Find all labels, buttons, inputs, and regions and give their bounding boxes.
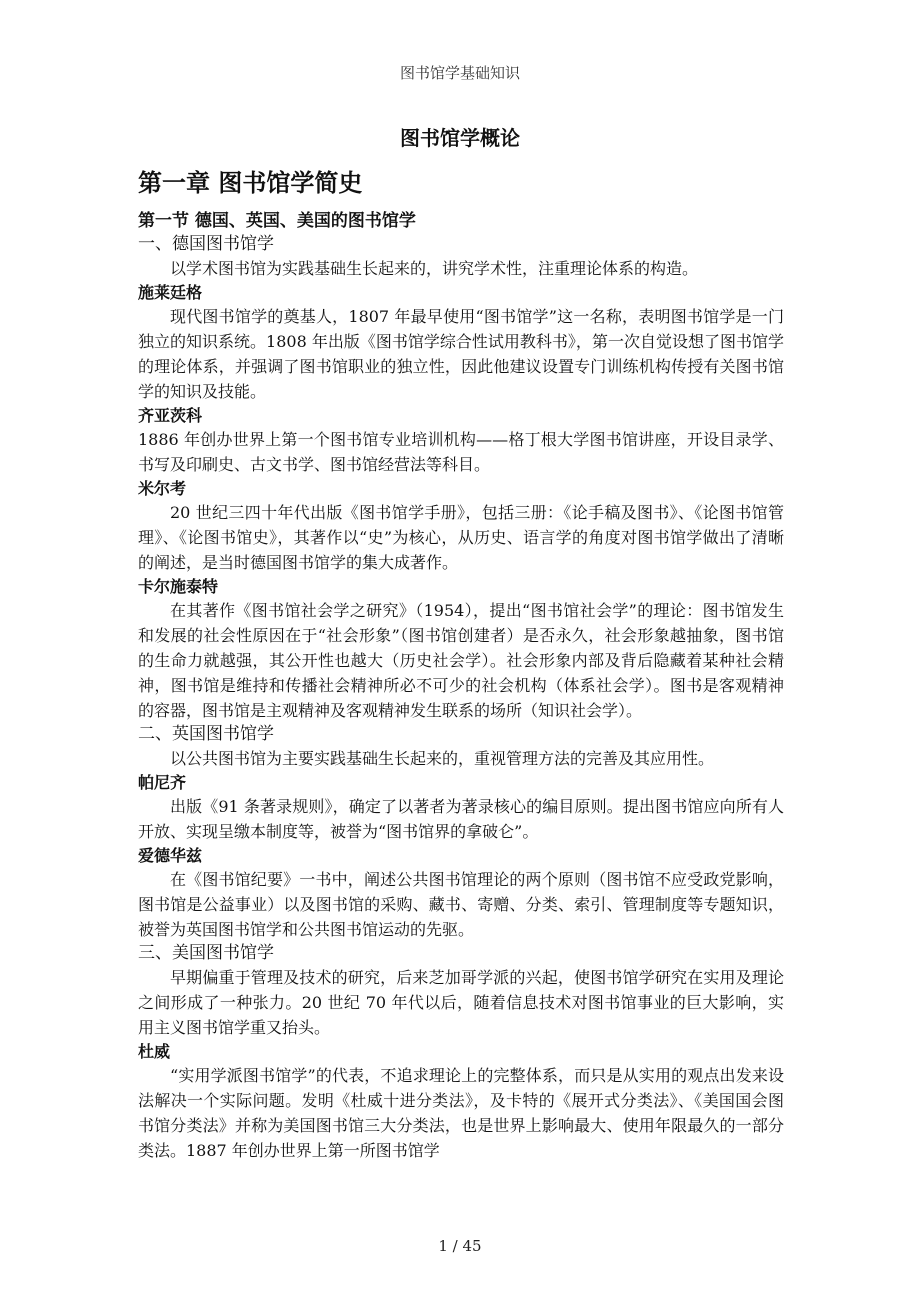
person-heading: 爱德华兹	[138, 846, 203, 865]
running-header: 图书馆学基础知识	[399, 64, 520, 82]
paragraph: 现代图书馆学的奠基人，1807 年最早使用“图书馆学”这一名称，表明图书馆学是一门独立的知识系统。1808 年出版《图书馆学综合性试用教科书》，第一次自觉设想了图书馆学的理论体系，并强调了图书馆职业的独立性，因此他建议设置专门训练机构传授有关图书馆学的知识及技能。	[138, 307, 784, 401]
paragraph: 早期偏重于管理及技术的研究，后来芝加哥学派的兴起，使图书馆学研究在实用及理论之间形成了一种张力。20 世纪 70 年代以后，随着信息技术对图书馆事业的巨大影响，实用主义图书馆学重又抬头。	[138, 968, 784, 1037]
document-title: 图书馆学概论	[400, 126, 520, 150]
person-heading: 卡尔施泰特	[138, 577, 219, 596]
person-heading: 帕尼齐	[138, 773, 187, 792]
paragraph: 在《图书馆纪要》一书中，阐述公共图书馆理论的两个原则（图书馆不应受政党影响，图书馆是公益事业）以及图书馆的采购、藏书、寄赠、分类、索引、管理制度等专题知识，被誉为英国图书馆学和公共图书馆运动的先驱。	[138, 870, 784, 939]
person-heading: 杜威	[138, 1042, 171, 1061]
paragraph: 在其著作《图书馆社会学之研究》（1954），提出“图书馆社会学”的理论：图书馆发生和发展的社会性原因在于“社会形象”（图书馆创建者）是否永久，社会形象越抽象，图书馆的生命力就越强，其公开性也越大（历史社会学）。社会形象内部及背后隐藏着某种社会精神，图书馆是维持和传播社会精神所必不可少的社会机构（体系社会学）。图书是客观精神的容器，图书馆是主观精神及客观精神发生联系的场所（知识社会学）。	[138, 601, 784, 720]
section-heading: 第一节 德国、英国、美国的图书馆学	[138, 211, 416, 231]
paragraph: 出版《91 条著录规则》，确定了以著者为著录核心的编目原则。提出图书馆应向所有人开放、实现呈缴本制度等，被誉为“图书馆界的拿破仑”。	[138, 797, 784, 841]
paragraph: 1886 年创办世界上第一个图书馆专业培训机构——格丁根大学图书馆讲座，开设目录学、书写及印刷史、古文书学、图书馆经营法等科目。	[138, 430, 784, 474]
paragraph: “实用学派图书馆学”的代表，不追求理论上的完整体系，而只是从实用的观点出发来设法解决一个实际问题。发明《杜威十进分类法》，及卡特的《展开式分类法》、《美国国会图书馆分类法》并称为美国图书馆三大分类法，也是世界上影响最大、使用年限最久的一部分类法。1887 年创办世界上第一所图书馆学	[138, 1066, 784, 1160]
person-heading: 齐亚茨科	[138, 406, 203, 425]
subsection-heading: 二、英国图书馆学	[138, 724, 274, 744]
person-heading: 米尔考	[138, 479, 187, 498]
chapter-heading: 第一章 图书馆学简史	[138, 168, 363, 197]
document-body	[138, 166, 784, 1163]
paragraph: 20 世纪三四十年代出版《图书馆学手册》，包括三册：《论手稿及图书》、《论图书馆管理》、《论图书馆史》，其著作以“史”为核心，从历史、语言学的角度对图书馆学做出了清晰的阐述，是当时德国图书馆学的集大成著作。	[138, 503, 784, 572]
subsection-heading: 一、德国图书馆学	[138, 234, 274, 254]
subsection-heading: 三、美国图书馆学	[138, 943, 274, 963]
page-number: 1 / 45	[438, 1237, 482, 1255]
person-heading: 施莱廷格	[138, 283, 203, 302]
paragraph: 以学术图书馆为实践基础生长起来的，讲究学术性，注重理论体系的构造。	[170, 259, 699, 278]
paragraph: 以公共图书馆为主要实践基础生长起来的，重视管理方法的完善及其应用性。	[170, 749, 715, 768]
